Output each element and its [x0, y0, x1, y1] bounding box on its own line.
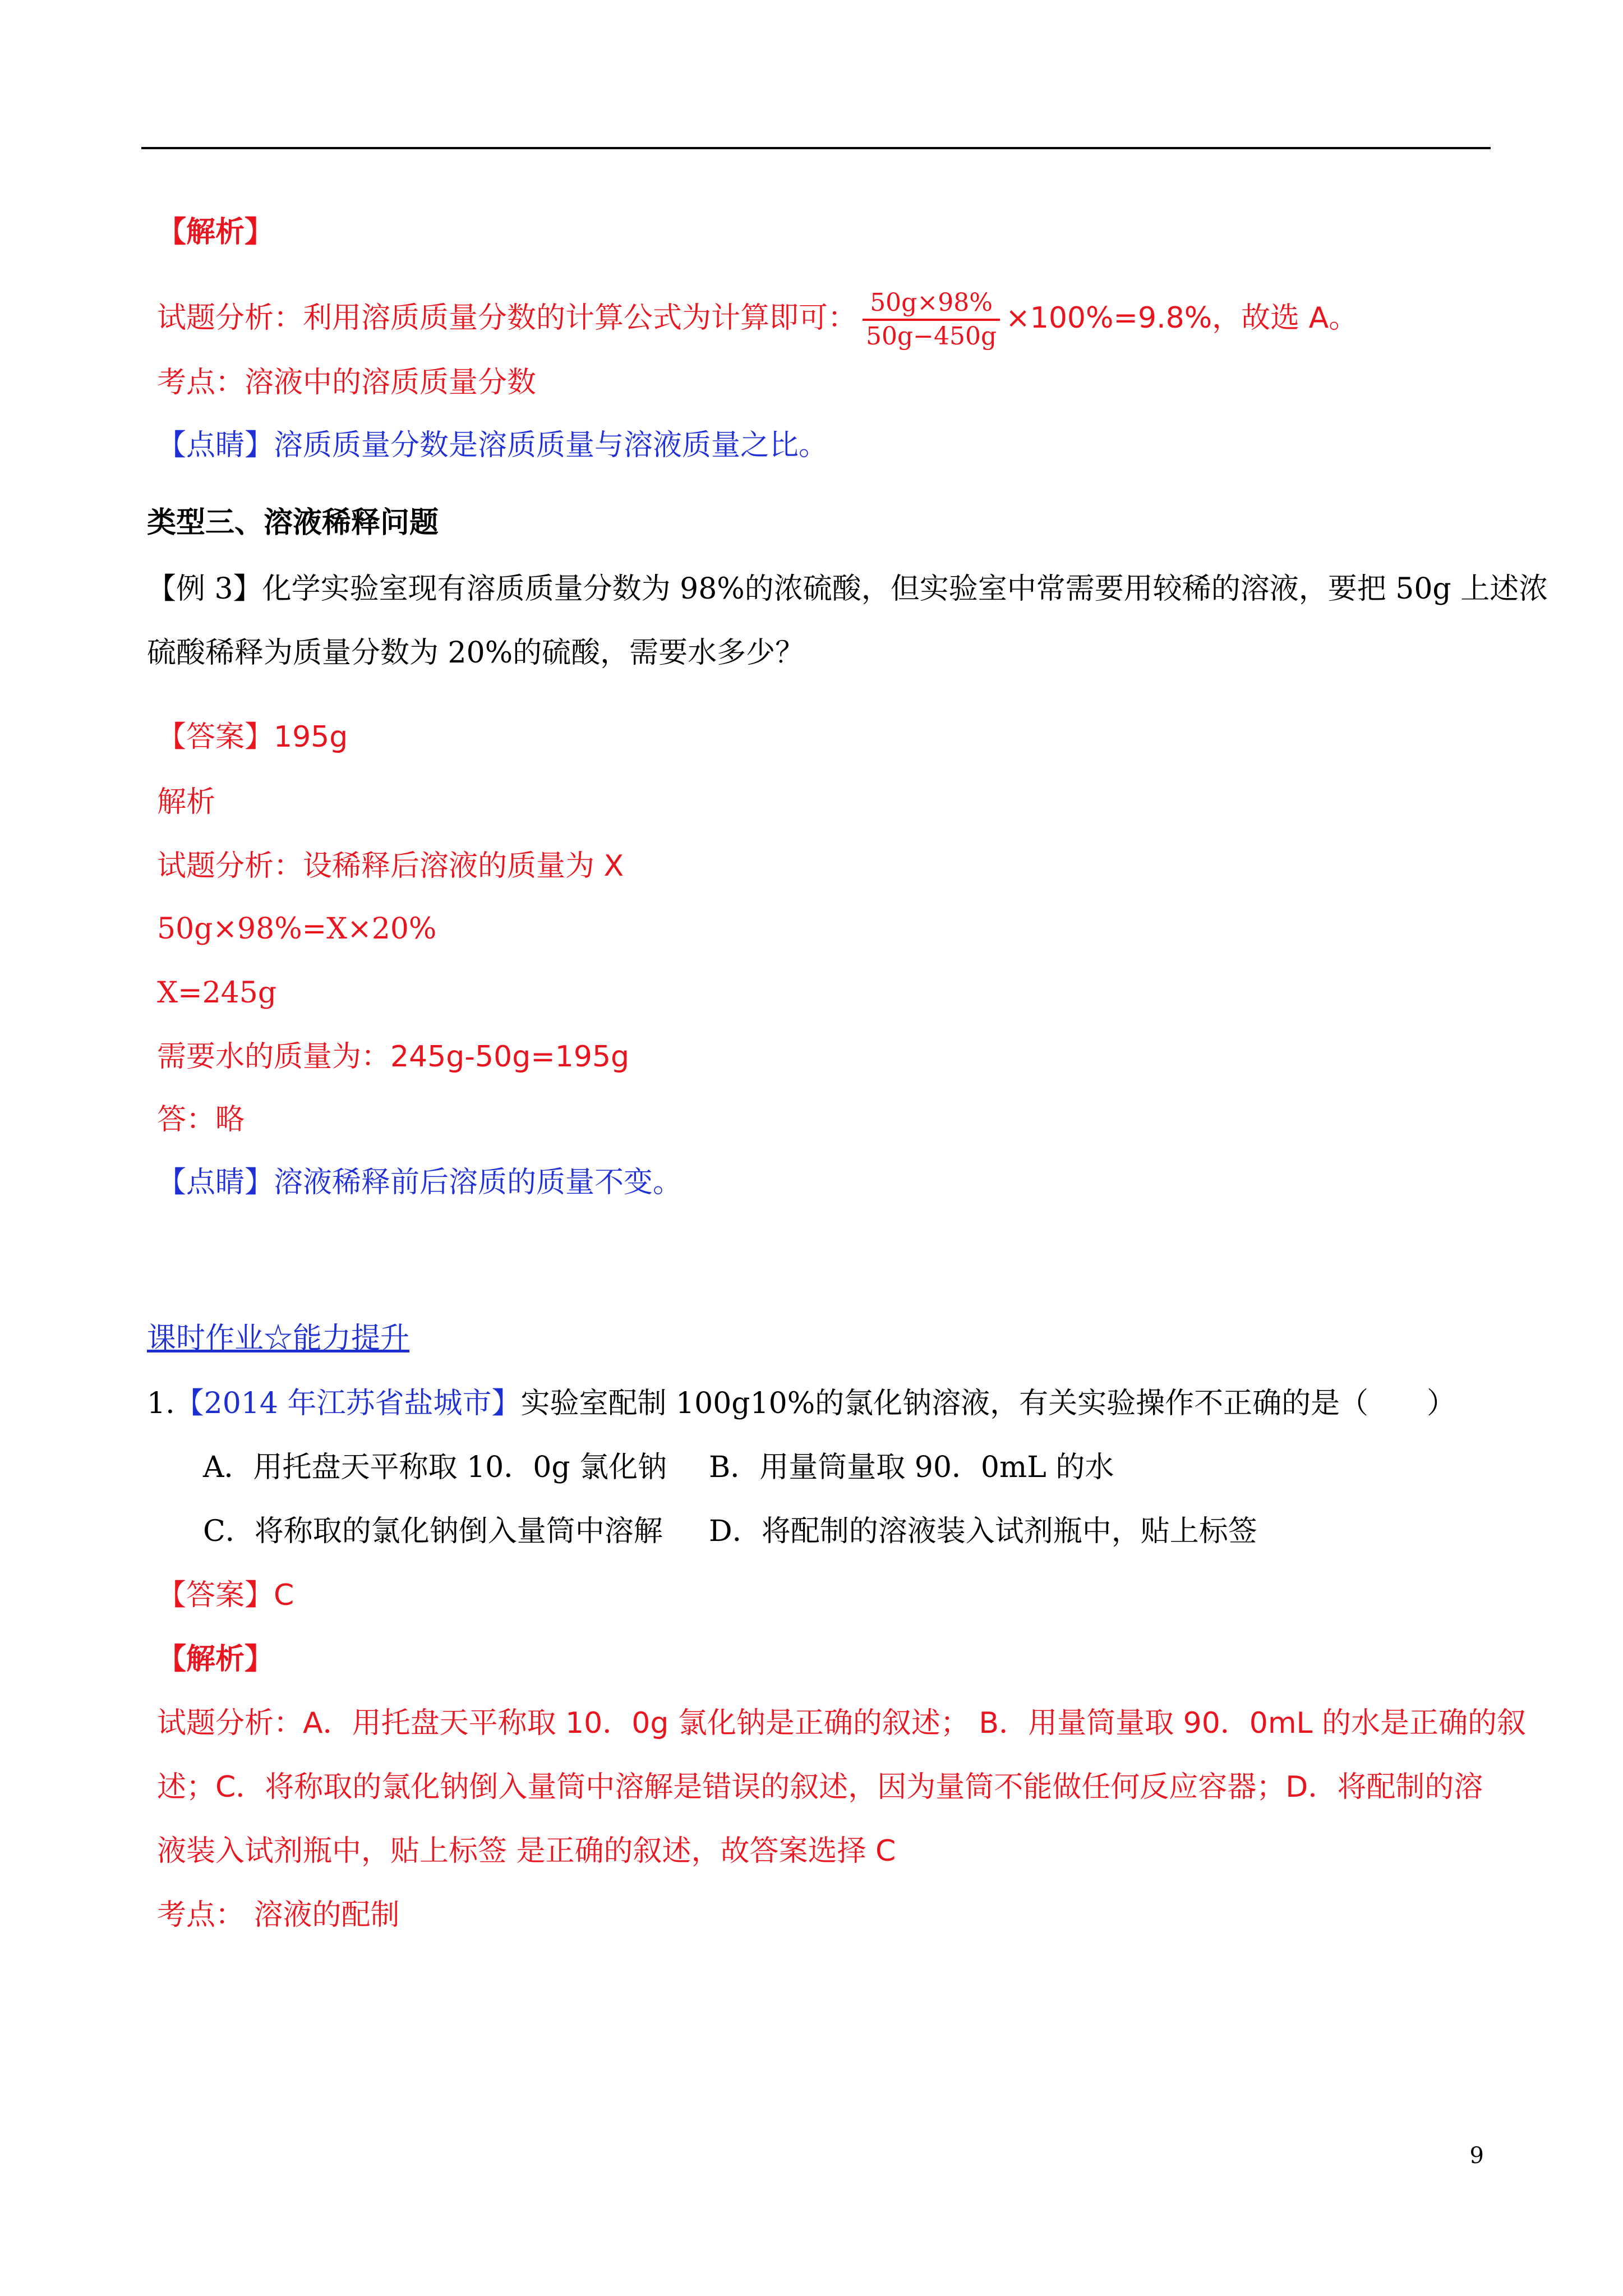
homework-title-link[interactable]: 课时作业☆能力提升	[147, 1322, 410, 1355]
question1-line	[147, 1386, 1340, 1421]
option-d: D．将配制的溶液装入试剂瓶中，贴上标签	[709, 1515, 1257, 1548]
answer1-line: 【答案】C	[157, 1579, 294, 1612]
question1-source: 【2014 年江苏省盐城市】	[174, 1387, 521, 1420]
example3-line2: 硫酸稀释为质量分数为 20%的硫酸，需要水多少？	[147, 636, 805, 670]
dianjing-line: 【点睛】溶质质量分数是溶质质量与溶液质量之比。	[157, 429, 828, 462]
option-a: A．用托盘天平称取 10．0g 氯化钠	[203, 1451, 667, 1484]
answer3-step5: 答：略	[157, 1103, 245, 1137]
answer3-analysis-header: 解析	[157, 785, 216, 819]
example3-line1: 【例 3】化学实验室现有溶质质量分数为 98%的浓硫酸，但实验室中常需要用较稀的溶液，要把 50g 上述浓	[147, 572, 1548, 606]
question1-number: 1.	[147, 1387, 175, 1420]
option-b: B．用量筒量取 90．0mL 的水	[709, 1451, 1114, 1484]
analysis1-line3: 液装入试剂瓶中，贴上标签 是正确的叙述，故答案选择 C	[157, 1834, 896, 1868]
answer3-line: 【答案】195g	[157, 720, 348, 754]
analysis-formula-suffix: ×100%=9.8%，故选 A。	[1006, 301, 1358, 335]
formula-fraction	[863, 287, 1000, 352]
section-title: 类型三、溶液稀释问题	[147, 505, 439, 540]
analysis-formula-line	[157, 287, 1358, 352]
kaodian-line: 考点：溶液中的溶质质量分数	[157, 366, 537, 399]
kaodian1-line: 考点： 溶液的配制	[157, 1898, 400, 1932]
header-rule	[141, 147, 1491, 149]
page-number: 9	[1469, 2143, 1484, 2169]
answer3-step2: 50g×98%=X×20%	[157, 912, 437, 946]
answer3-step1: 试题分析：设稀释后溶液的质量为 X	[157, 849, 624, 883]
answer3-step4: 需要水的质量为：245g-50g=195g	[157, 1040, 630, 1074]
analysis1-line2: 述；C．将称取的氯化钠倒入量筒中溶解是错误的叙述，因为量筒不能做任何反应容器；D．将配制的溶	[157, 1770, 1483, 1804]
analysis-header: 【解析】	[157, 215, 274, 249]
analysis1-header: 【解析】	[157, 1642, 274, 1676]
fraction-denominator: 50g−450g	[866, 322, 997, 351]
answer3-step3: X=245g	[157, 976, 277, 1010]
fraction-numerator: 50g×98%	[863, 287, 1000, 321]
question1-answer-paren: （ ）	[1339, 1387, 1456, 1420]
analysis1-line1: 试题分析：A．用托盘天平称取 10．0g 氯化钠是正确的叙述； B．用量筒量取 90．0mL 的水是正确的叙	[157, 1706, 1527, 1740]
question1-text: 实验室配制 100g10%的氯化钠溶液，有关实验操作不正确的是	[520, 1387, 1340, 1420]
analysis-formula-prefix: 试题分析：利用溶质质量分数的计算公式为计算即可：	[157, 301, 857, 335]
option-c: C．将称取的氯化钠倒入量筒中溶解	[203, 1515, 663, 1548]
dianjing3-line: 【点睛】溶液稀释前后溶质的质量不变。	[157, 1166, 683, 1199]
